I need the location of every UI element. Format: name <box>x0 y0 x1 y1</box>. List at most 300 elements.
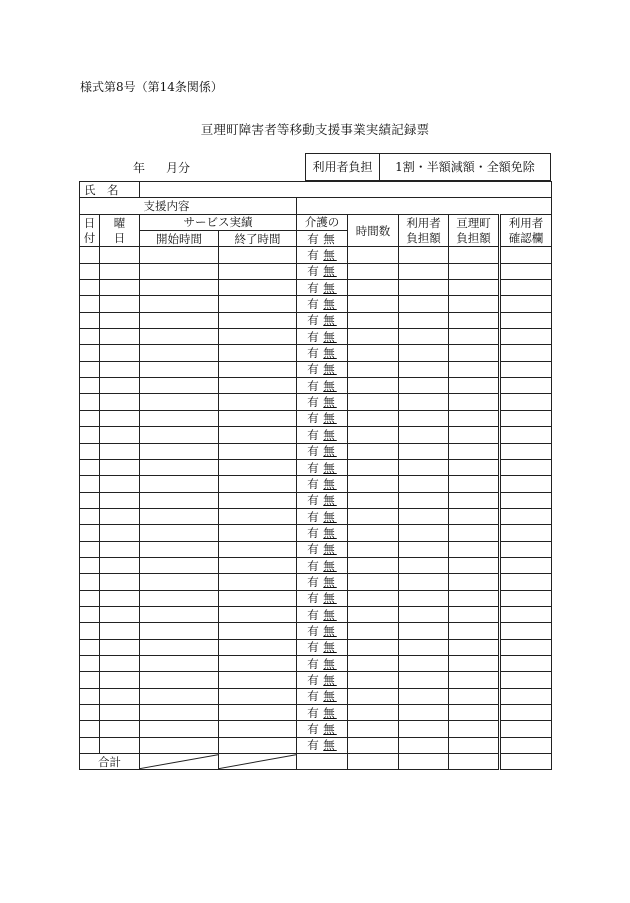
end-time-cell[interactable] <box>219 296 297 312</box>
user-burden-cell[interactable] <box>399 476 449 492</box>
start-time-cell[interactable] <box>140 443 219 459</box>
day-cell[interactable] <box>80 557 100 573</box>
end-time-cell[interactable] <box>219 721 297 737</box>
confirm-cell[interactable] <box>500 639 552 655</box>
user-burden-cell[interactable] <box>399 541 449 557</box>
day-cell[interactable] <box>80 688 100 704</box>
day-cell[interactable] <box>80 623 100 639</box>
user-burden-cell[interactable] <box>399 345 449 361</box>
confirm-cell[interactable] <box>500 492 552 508</box>
user-burden-cell[interactable] <box>399 688 449 704</box>
care-no-option[interactable]: 無 <box>323 411 337 426</box>
hours-cell[interactable] <box>348 247 399 263</box>
end-time-cell[interactable] <box>219 427 297 443</box>
care-cell[interactable] <box>297 541 348 557</box>
hours-cell[interactable] <box>348 345 399 361</box>
care-no-option[interactable]: 無 <box>323 672 337 687</box>
care-cell[interactable] <box>297 574 348 590</box>
end-time-cell[interactable] <box>219 525 297 541</box>
confirm-cell[interactable] <box>500 574 552 590</box>
care-yes-option[interactable]: 有 <box>307 362 321 377</box>
confirm-cell[interactable] <box>500 361 552 377</box>
day-cell[interactable] <box>80 492 100 508</box>
care-cell[interactable] <box>297 280 348 296</box>
hours-cell[interactable] <box>348 639 399 655</box>
day-cell[interactable] <box>80 672 100 688</box>
user-burden-cell[interactable] <box>399 574 449 590</box>
weekday-cell[interactable] <box>100 312 140 328</box>
user-burden-cell[interactable] <box>399 427 449 443</box>
day-cell[interactable] <box>80 476 100 492</box>
hours-cell[interactable] <box>348 688 399 704</box>
confirm-total[interactable] <box>500 754 552 770</box>
user-burden-cell[interactable] <box>399 492 449 508</box>
town-burden-cell[interactable] <box>449 312 500 328</box>
town-burden-cell[interactable] <box>449 378 500 394</box>
user-burden-cell[interactable] <box>399 705 449 721</box>
care-no-option[interactable]: 無 <box>323 607 337 622</box>
day-cell[interactable] <box>80 378 100 394</box>
user-burden-cell[interactable] <box>399 557 449 573</box>
care-cell[interactable] <box>297 459 348 475</box>
confirm-cell[interactable] <box>500 427 552 443</box>
day-cell[interactable] <box>80 410 100 426</box>
hours-cell[interactable] <box>348 737 399 753</box>
day-cell[interactable] <box>80 443 100 459</box>
weekday-cell[interactable] <box>100 378 140 394</box>
care-no-option[interactable]: 無 <box>323 493 337 508</box>
town-burden-cell[interactable] <box>449 492 500 508</box>
town-burden-cell[interactable] <box>449 672 500 688</box>
start-time-cell[interactable] <box>140 688 219 704</box>
hours-cell[interactable] <box>348 361 399 377</box>
town-burden-cell[interactable] <box>449 361 500 377</box>
care-yes-option[interactable]: 有 <box>307 574 321 589</box>
end-time-cell[interactable] <box>219 492 297 508</box>
care-cell[interactable] <box>297 737 348 753</box>
end-time-cell[interactable] <box>219 737 297 753</box>
care-yes-option[interactable]: 有 <box>307 591 321 606</box>
care-yes-option[interactable]: 有 <box>307 525 321 540</box>
day-cell[interactable] <box>80 721 100 737</box>
town-burden-cell[interactable] <box>449 623 500 639</box>
user-burden-cell[interactable] <box>399 623 449 639</box>
care-cell[interactable] <box>297 247 348 263</box>
hours-cell[interactable] <box>348 329 399 345</box>
town-burden-cell[interactable] <box>449 557 500 573</box>
start-time-cell[interactable] <box>140 672 219 688</box>
town-burden-total[interactable] <box>449 754 500 770</box>
care-no-option[interactable]: 無 <box>323 623 337 638</box>
confirm-cell[interactable] <box>500 672 552 688</box>
hours-cell[interactable] <box>348 705 399 721</box>
end-time-cell[interactable] <box>219 345 297 361</box>
care-yes-option[interactable]: 有 <box>307 248 321 263</box>
care-cell[interactable] <box>297 263 348 279</box>
end-time-cell[interactable] <box>219 623 297 639</box>
day-cell[interactable] <box>80 639 100 655</box>
hours-cell[interactable] <box>348 459 399 475</box>
day-cell[interactable] <box>80 361 100 377</box>
start-time-cell[interactable] <box>140 737 219 753</box>
user-burden-cell[interactable] <box>399 280 449 296</box>
user-burden-cell[interactable] <box>399 672 449 688</box>
user-burden-cell[interactable] <box>399 606 449 622</box>
care-yes-option[interactable]: 有 <box>307 689 321 704</box>
care-cell[interactable] <box>297 345 348 361</box>
hours-cell[interactable] <box>348 427 399 443</box>
user-burden-cell[interactable] <box>399 721 449 737</box>
weekday-cell[interactable] <box>100 492 140 508</box>
town-burden-cell[interactable] <box>449 296 500 312</box>
care-yes-option[interactable]: 有 <box>307 493 321 508</box>
weekday-cell[interactable] <box>100 639 140 655</box>
confirm-cell[interactable] <box>500 606 552 622</box>
care-yes-option[interactable]: 有 <box>307 722 321 737</box>
weekday-cell[interactable] <box>100 574 140 590</box>
hours-cell[interactable] <box>348 574 399 590</box>
hours-cell[interactable] <box>348 492 399 508</box>
end-time-cell[interactable] <box>219 606 297 622</box>
end-time-cell[interactable] <box>219 443 297 459</box>
care-no-option[interactable]: 無 <box>323 574 337 589</box>
hours-cell[interactable] <box>348 672 399 688</box>
town-burden-cell[interactable] <box>449 737 500 753</box>
confirm-cell[interactable] <box>500 296 552 312</box>
user-burden-cell[interactable] <box>399 443 449 459</box>
start-time-cell[interactable] <box>140 492 219 508</box>
town-burden-cell[interactable] <box>449 639 500 655</box>
user-burden-cell[interactable] <box>399 394 449 410</box>
confirm-cell[interactable] <box>500 688 552 704</box>
start-time-cell[interactable] <box>140 557 219 573</box>
weekday-cell[interactable] <box>100 329 140 345</box>
care-yes-option[interactable]: 有 <box>307 378 321 393</box>
weekday-cell[interactable] <box>100 247 140 263</box>
day-cell[interactable] <box>80 737 100 753</box>
weekday-cell[interactable] <box>100 557 140 573</box>
start-time-cell[interactable] <box>140 378 219 394</box>
user-burden-total[interactable] <box>399 754 449 770</box>
confirm-cell[interactable] <box>500 541 552 557</box>
weekday-cell[interactable] <box>100 672 140 688</box>
care-cell[interactable] <box>297 655 348 671</box>
day-cell[interactable] <box>80 459 100 475</box>
care-yes-option[interactable]: 有 <box>307 280 321 295</box>
user-burden-cell[interactable] <box>399 361 449 377</box>
care-no-option[interactable]: 無 <box>323 722 337 737</box>
weekday-cell[interactable] <box>100 280 140 296</box>
care-yes-option[interactable]: 有 <box>307 656 321 671</box>
care-yes-option[interactable]: 有 <box>307 444 321 459</box>
end-time-cell[interactable] <box>219 672 297 688</box>
start-time-cell[interactable] <box>140 508 219 524</box>
user-burden-cell[interactable] <box>399 329 449 345</box>
weekday-cell[interactable] <box>100 476 140 492</box>
end-time-cell[interactable] <box>219 705 297 721</box>
weekday-cell[interactable] <box>100 394 140 410</box>
care-yes-option[interactable]: 有 <box>307 346 321 361</box>
hours-cell[interactable] <box>348 721 399 737</box>
care-yes-option[interactable]: 有 <box>307 411 321 426</box>
confirm-cell[interactable] <box>500 525 552 541</box>
day-cell[interactable] <box>80 394 100 410</box>
care-cell[interactable] <box>297 672 348 688</box>
start-time-cell[interactable] <box>140 655 219 671</box>
care-no-option[interactable]: 無 <box>323 280 337 295</box>
care-yes-option[interactable]: 有 <box>307 313 321 328</box>
care-cell[interactable] <box>297 590 348 606</box>
confirm-cell[interactable] <box>500 345 552 361</box>
end-time-cell[interactable] <box>219 459 297 475</box>
care-cell[interactable] <box>297 705 348 721</box>
town-burden-cell[interactable] <box>449 280 500 296</box>
end-time-cell[interactable] <box>219 410 297 426</box>
day-cell[interactable] <box>80 705 100 721</box>
town-burden-cell[interactable] <box>449 525 500 541</box>
start-time-cell[interactable] <box>140 721 219 737</box>
start-time-cell[interactable] <box>140 639 219 655</box>
town-burden-cell[interactable] <box>449 655 500 671</box>
confirm-cell[interactable] <box>500 721 552 737</box>
town-burden-cell[interactable] <box>449 688 500 704</box>
end-time-cell[interactable] <box>219 263 297 279</box>
start-time-cell[interactable] <box>140 410 219 426</box>
hours-cell[interactable] <box>348 280 399 296</box>
day-cell[interactable] <box>80 427 100 443</box>
care-yes-option[interactable]: 有 <box>307 460 321 475</box>
day-cell[interactable] <box>80 655 100 671</box>
weekday-cell[interactable] <box>100 459 140 475</box>
day-cell[interactable] <box>80 525 100 541</box>
start-time-cell[interactable] <box>140 705 219 721</box>
care-cell[interactable] <box>297 427 348 443</box>
care-no-option[interactable]: 無 <box>323 329 337 344</box>
care-cell[interactable] <box>297 606 348 622</box>
care-cell[interactable] <box>297 639 348 655</box>
hours-cell[interactable] <box>348 623 399 639</box>
end-time-cell[interactable] <box>219 247 297 263</box>
user-burden-cell[interactable] <box>399 525 449 541</box>
day-cell[interactable] <box>80 312 100 328</box>
care-no-option[interactable]: 無 <box>323 346 337 361</box>
user-burden-cell[interactable] <box>399 508 449 524</box>
care-cell[interactable] <box>297 557 348 573</box>
weekday-cell[interactable] <box>100 361 140 377</box>
care-cell[interactable] <box>297 410 348 426</box>
end-time-cell[interactable] <box>219 574 297 590</box>
user-burden-cell[interactable] <box>399 737 449 753</box>
start-time-cell[interactable] <box>140 263 219 279</box>
start-time-cell[interactable] <box>140 394 219 410</box>
user-burden-cell[interactable] <box>399 312 449 328</box>
hours-cell[interactable] <box>348 655 399 671</box>
weekday-cell[interactable] <box>100 345 140 361</box>
town-burden-cell[interactable] <box>449 459 500 475</box>
hours-cell[interactable] <box>348 590 399 606</box>
confirm-cell[interactable] <box>500 459 552 475</box>
care-yes-option[interactable]: 有 <box>307 672 321 687</box>
care-cell[interactable] <box>297 361 348 377</box>
hours-cell[interactable] <box>348 378 399 394</box>
weekday-cell[interactable] <box>100 623 140 639</box>
end-time-cell[interactable] <box>219 557 297 573</box>
care-no-option[interactable]: 無 <box>323 525 337 540</box>
start-time-cell[interactable] <box>140 247 219 263</box>
end-time-cell[interactable] <box>219 312 297 328</box>
care-no-option[interactable]: 無 <box>323 558 337 573</box>
care-yes-option[interactable]: 有 <box>307 738 321 753</box>
care-yes-option[interactable]: 有 <box>307 542 321 557</box>
town-burden-cell[interactable] <box>449 574 500 590</box>
care-yes-option[interactable]: 有 <box>307 427 321 442</box>
hours-cell[interactable] <box>348 476 399 492</box>
confirm-cell[interactable] <box>500 247 552 263</box>
start-time-cell[interactable] <box>140 312 219 328</box>
care-no-option[interactable]: 無 <box>323 509 337 524</box>
end-time-cell[interactable] <box>219 590 297 606</box>
confirm-cell[interactable] <box>500 737 552 753</box>
care-cell[interactable] <box>297 492 348 508</box>
hours-cell[interactable] <box>348 525 399 541</box>
care-cell[interactable] <box>297 296 348 312</box>
care-no-option[interactable]: 無 <box>323 738 337 753</box>
town-burden-cell[interactable] <box>449 345 500 361</box>
care-no-option[interactable]: 無 <box>323 705 337 720</box>
care-cell[interactable] <box>297 329 348 345</box>
weekday-cell[interactable] <box>100 688 140 704</box>
day-cell[interactable] <box>80 247 100 263</box>
care-no-option[interactable]: 無 <box>323 264 337 279</box>
day-cell[interactable] <box>80 606 100 622</box>
care-cell[interactable] <box>297 721 348 737</box>
care-yes-option[interactable]: 有 <box>307 705 321 720</box>
town-burden-cell[interactable] <box>449 410 500 426</box>
care-yes-option[interactable]: 有 <box>307 640 321 655</box>
day-cell[interactable] <box>80 574 100 590</box>
hours-cell[interactable] <box>348 312 399 328</box>
care-yes-option[interactable]: 有 <box>307 476 321 491</box>
care-total[interactable] <box>297 754 348 770</box>
weekday-cell[interactable] <box>100 655 140 671</box>
weekday-cell[interactable] <box>100 721 140 737</box>
end-time-cell[interactable] <box>219 655 297 671</box>
start-time-cell[interactable] <box>140 280 219 296</box>
user-burden-cell[interactable] <box>399 655 449 671</box>
user-burden-cell[interactable] <box>399 639 449 655</box>
start-time-cell[interactable] <box>140 541 219 557</box>
day-cell[interactable] <box>80 280 100 296</box>
care-no-option[interactable]: 無 <box>323 689 337 704</box>
start-time-cell[interactable] <box>140 345 219 361</box>
care-no-option[interactable]: 無 <box>323 427 337 442</box>
start-time-cell[interactable] <box>140 574 219 590</box>
town-burden-cell[interactable] <box>449 590 500 606</box>
confirm-cell[interactable] <box>500 476 552 492</box>
care-cell[interactable] <box>297 476 348 492</box>
weekday-cell[interactable] <box>100 263 140 279</box>
user-burden-cell[interactable] <box>399 378 449 394</box>
care-no-option[interactable]: 無 <box>323 656 337 671</box>
start-time-cell[interactable] <box>140 476 219 492</box>
start-time-cell[interactable] <box>140 606 219 622</box>
hours-cell[interactable] <box>348 410 399 426</box>
start-time-cell[interactable] <box>140 459 219 475</box>
town-burden-cell[interactable] <box>449 247 500 263</box>
weekday-cell[interactable] <box>100 590 140 606</box>
hours-cell[interactable] <box>348 296 399 312</box>
town-burden-cell[interactable] <box>449 508 500 524</box>
care-yes-option[interactable]: 有 <box>307 329 321 344</box>
care-cell[interactable] <box>297 623 348 639</box>
weekday-cell[interactable] <box>100 705 140 721</box>
care-no-option[interactable]: 無 <box>323 542 337 557</box>
end-time-cell[interactable] <box>219 329 297 345</box>
confirm-cell[interactable] <box>500 394 552 410</box>
start-time-cell[interactable] <box>140 296 219 312</box>
weekday-cell[interactable] <box>100 427 140 443</box>
user-burden-cell[interactable] <box>399 296 449 312</box>
end-time-cell[interactable] <box>219 639 297 655</box>
weekday-cell[interactable] <box>100 606 140 622</box>
town-burden-cell[interactable] <box>449 329 500 345</box>
hours-cell[interactable] <box>348 263 399 279</box>
end-time-cell[interactable] <box>219 476 297 492</box>
user-burden-cell[interactable] <box>399 263 449 279</box>
town-burden-cell[interactable] <box>449 394 500 410</box>
start-time-cell[interactable] <box>140 427 219 443</box>
care-no-option[interactable]: 無 <box>323 444 337 459</box>
hours-cell[interactable] <box>348 606 399 622</box>
care-no-option[interactable]: 無 <box>323 378 337 393</box>
hours-cell[interactable] <box>348 394 399 410</box>
weekday-cell[interactable] <box>100 508 140 524</box>
confirm-cell[interactable] <box>500 590 552 606</box>
hours-cell[interactable] <box>348 541 399 557</box>
care-cell[interactable] <box>297 525 348 541</box>
care-cell[interactable] <box>297 378 348 394</box>
day-cell[interactable] <box>80 508 100 524</box>
user-burden-cell[interactable] <box>399 247 449 263</box>
hours-total[interactable] <box>348 754 399 770</box>
weekday-cell[interactable] <box>100 443 140 459</box>
day-cell[interactable] <box>80 329 100 345</box>
town-burden-cell[interactable] <box>449 427 500 443</box>
town-burden-cell[interactable] <box>449 606 500 622</box>
care-cell[interactable] <box>297 312 348 328</box>
care-yes-option[interactable]: 有 <box>307 297 321 312</box>
end-time-cell[interactable] <box>219 280 297 296</box>
care-no-option[interactable]: 無 <box>323 395 337 410</box>
end-time-cell[interactable] <box>219 541 297 557</box>
care-yes-option[interactable]: 有 <box>307 509 321 524</box>
care-yes-option[interactable]: 有 <box>307 623 321 638</box>
town-burden-cell[interactable] <box>449 705 500 721</box>
weekday-cell[interactable] <box>100 525 140 541</box>
care-no-option[interactable]: 無 <box>323 640 337 655</box>
user-burden-cell[interactable] <box>399 459 449 475</box>
start-time-cell[interactable] <box>140 525 219 541</box>
care-cell[interactable] <box>297 688 348 704</box>
care-cell[interactable] <box>297 508 348 524</box>
town-burden-cell[interactable] <box>449 443 500 459</box>
confirm-cell[interactable] <box>500 410 552 426</box>
day-cell[interactable] <box>80 590 100 606</box>
hours-cell[interactable] <box>348 557 399 573</box>
start-time-cell[interactable] <box>140 590 219 606</box>
care-no-option[interactable]: 無 <box>323 460 337 475</box>
confirm-cell[interactable] <box>500 280 552 296</box>
